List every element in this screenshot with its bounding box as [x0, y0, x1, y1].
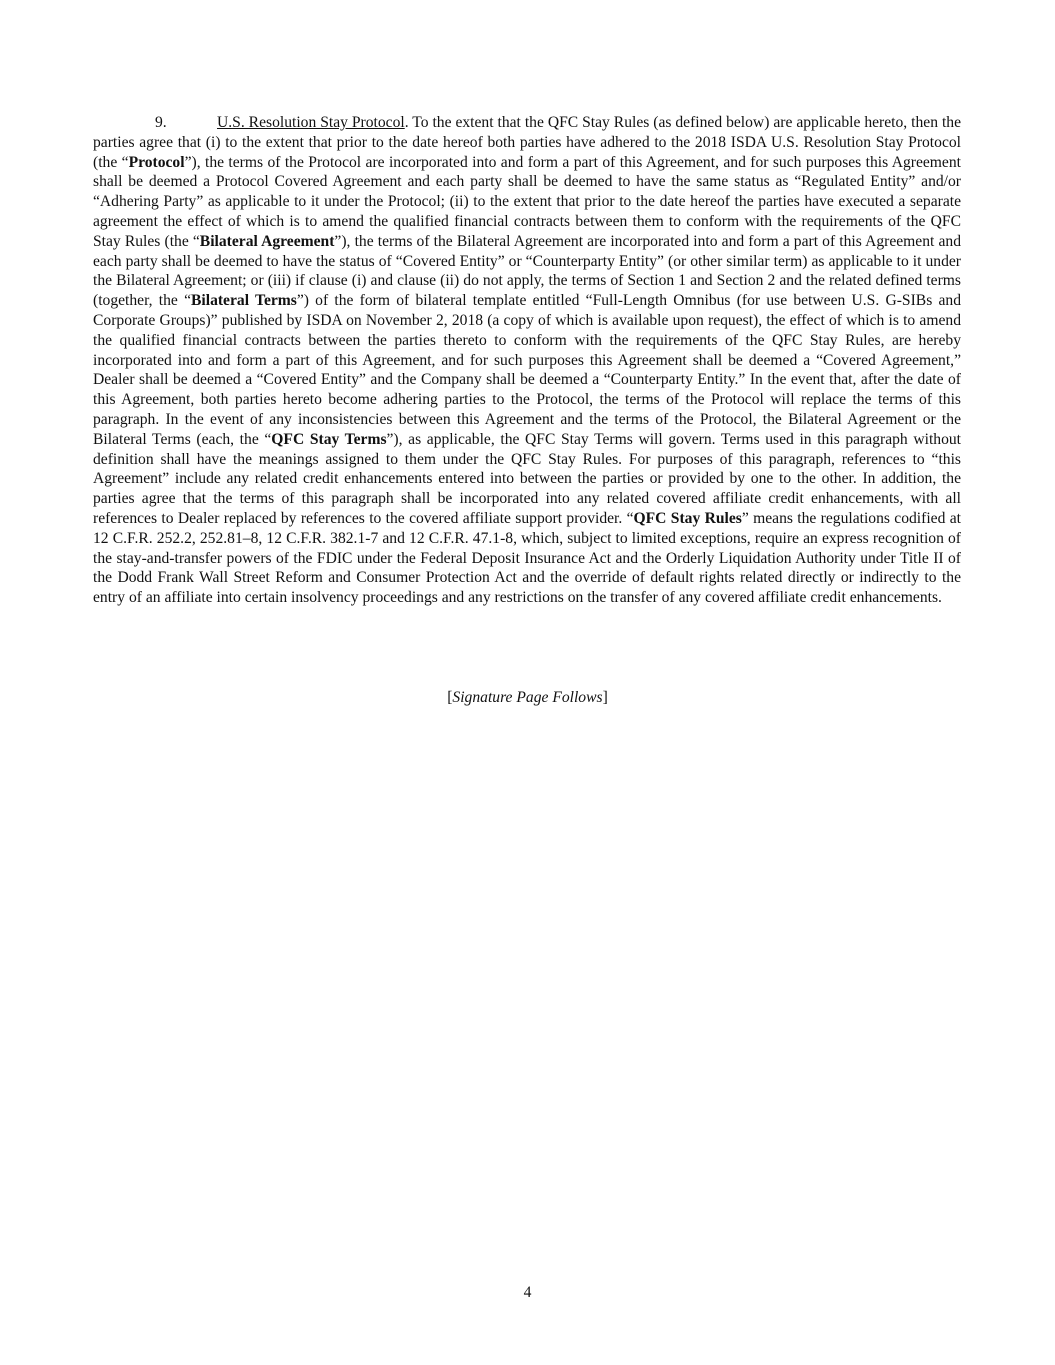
signature-page-note [0, 688, 1055, 708]
section-heading: U.S. Resolution Stay Protocol [217, 114, 405, 131]
defined-term: Bilateral Terms [191, 292, 297, 310]
defined-term: Bilateral Agreement [199, 232, 335, 250]
signature-note-text: Signature Page Follows [452, 689, 603, 706]
bracket-close: ] [602, 689, 608, 706]
paragraph-text: ”), the terms of the Protocol are incorporated into and form a part of this Agreement, and for such purposes this Agreement shall be deemed a Protocol Covered Agreement and each party shall be deemed to have the same status as “Regulated Entity” and/or “Adhering Party” as applicable to it under the Protocol; (ii) to the extent that prior to the date hereof the parties have executed a separate agreement the effect of which is to amend the qualified financial contracts between them to conform with the requirements of the QFC Stay Rules (the “ [93, 153, 961, 250]
paragraph-text: ”) of the form of bilateral template entitled “Full-Length Omnibus (for use between U.S. G-SIBs and Corporate Groups)” published by ISDA on November 2, 2018 (a copy of which is available upon request), the effect of which is to amend the qualified financial contracts between the parties thereto to conform with the requirements of the QFC Stay Rules, are hereby incorporated into and form a part of this Agreement, and for such purposes this Agreement shall be deemed a “Covered Agreement,” Dealer shall be deemed a “Covered Entity” and the Company shall be deemed a “Counterparty Entity.” In the event that, after the date of this Agreement, both parties hereto become adhering parties to the Protocol, the terms of the Protocol will replace the terms of this paragraph. In the event of any inconsistencies between this Agreement and the terms of the Protocol, the Bilateral Agreement or the Bilateral Terms (each, the “ [93, 292, 962, 448]
paragraph-text: ”), as applicable, the QFC Stay Terms will govern. Terms used in this paragraph without definition shall have the meanings assigned to them under the QFC Stay Rules. For purposes of this paragraph, references to “this Agreement” include any related credit enhancements entered into between the parties or provided by one to the other. In addition, the parties agree that the terms of this paragraph shall be incorporated into any related covered affiliate credit enhancements, with all references to Dealer replaced by references to the covered affiliate support provider. “ [93, 430, 962, 527]
page-number: 4 [523, 1284, 532, 1301]
section-9-paragraph [93, 113, 961, 608]
defined-term: QFC Stay Rules [633, 509, 742, 527]
defined-term: QFC Stay Terms [271, 430, 387, 448]
bracket-open: [ [447, 689, 453, 706]
paragraph-text: ”), the terms of the Bilateral Agreement are incorporated into and form a part of this Agreement and each party shall be deemed to have the status of “Covered Entity” or “Counterparty Entity” (or other similar term) as applicable to it under the Bilateral Agreement; or (iii) if clause (i) and clause (ii) do not apply, the terms of Section 1 and Section 2 and the related defined terms (together, the “ [93, 232, 961, 310]
defined-term: Protocol [128, 153, 185, 171]
section-number: 9. [155, 114, 167, 131]
paragraph-text: . To the extent that the QFC Stay Rules (as defined below) are applicable hereto, then the parties agree that (i) to the extent that prior to the date hereof both parties have adhered to the 2018 ISDA U.S. Resolution Stay Protocol (the “ [93, 114, 961, 171]
paragraph-text: ” means the regulations codified at 12 C.F.R. 252.2, 252.81–8, 12 C.F.R. 382.1-7 and 12 C.F.R. 47.1-8, which, subject to limited exceptions, require an express recognition of the stay-and-transfer powers of the FDIC under the Federal Deposit Insurance Act and the Orderly Liquidation Authority under Title II of the Dodd Frank Wall Street Reform and Consumer Protection Act and the override of default rights related directly or indirectly to the entry of an affiliate into certain insolvency proceedings and any restrictions on the transfer of any covered affiliate credit enhancements. [93, 509, 961, 607]
